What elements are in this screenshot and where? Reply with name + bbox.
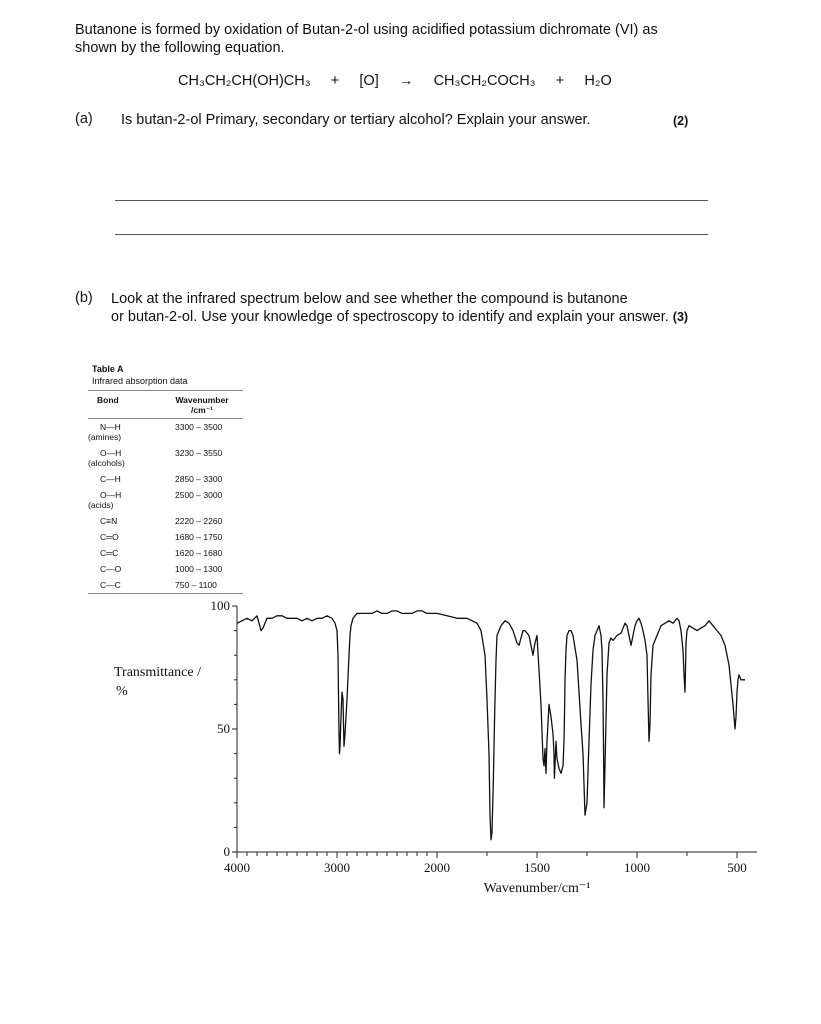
y-axis-label: Transmittance / <box>114 665 201 680</box>
x-tick-label: 1500 <box>524 860 550 875</box>
answer-line-1[interactable] <box>115 200 708 201</box>
bond-cell <box>88 471 161 487</box>
wavenumber-cell: 3300 – 3500 <box>175 422 223 432</box>
plus-sign: + <box>555 73 565 89</box>
y-tick-label: 100 <box>210 598 230 613</box>
y-tick-label: 0 <box>223 844 230 859</box>
x-tick-label: 4000 <box>224 860 250 875</box>
question-b-line-2: or butan-2-ol. Use your knowledge of spectroscopy to identify and explain your answer. <box>111 309 669 325</box>
y-axis-label-unit: % <box>116 684 128 699</box>
table-caption: Infrared absorption data <box>92 376 188 386</box>
wavenumber-cell: 750 – 1100 <box>161 577 243 594</box>
question-b-marks: (3) <box>672 310 689 324</box>
spectrum-line <box>237 611 745 840</box>
intro-line-2: shown by the following equation. <box>75 40 285 56</box>
table-row <box>88 561 243 577</box>
table-title: Table A <box>92 364 124 374</box>
bond-qualifier: (acids) <box>88 500 114 510</box>
question-a-text: Is butan-2-ol Primary, secondary or tertiary alcohol? Explain your answer. <box>121 112 591 128</box>
ir-spectrum-chart <box>0 590 821 910</box>
intro-paragraph <box>75 21 775 57</box>
product-butanone: CH₃CH₂COCH₃ <box>433 73 536 89</box>
table-row <box>88 487 243 513</box>
bond-name: O—H <box>100 448 122 458</box>
bond-name: C—O <box>100 564 122 574</box>
bond-name: N—H <box>100 422 121 432</box>
x-axis-label: Wavenumber/cm⁻¹ <box>483 881 591 896</box>
bond-cell <box>88 529 161 545</box>
question-b-label: (b) <box>75 290 93 306</box>
intro-line-1: Butanone is formed by oxidation of Butan-2-ol using acidified potassium dichromate (VI) as <box>75 22 658 38</box>
bond-cell <box>88 419 161 446</box>
table-row <box>88 513 243 529</box>
ir-absorption-table <box>88 390 243 594</box>
wavenumber-cell: 2850 – 3300 <box>175 474 223 484</box>
bond-cell <box>88 445 161 471</box>
bond-cell <box>88 561 161 577</box>
x-tick-label: 2000 <box>424 860 450 875</box>
question-b-line-1: Look at the infrared spectrum below and see whether the compound is butanone <box>111 291 628 307</box>
bond-qualifier: (amines) <box>88 432 122 442</box>
wavenumber-cell: 1680 – 1750 <box>175 532 223 542</box>
reaction-equation <box>178 73 612 89</box>
bond-name: C≡N <box>100 516 118 526</box>
x-tick-label: 500 <box>727 860 747 875</box>
wavenumber-cell: 2220 – 2260 <box>175 516 223 526</box>
table-row <box>88 445 243 471</box>
table-row <box>88 471 243 487</box>
table-header-wavenumber: Wavenumber /cm⁻¹ <box>161 391 243 419</box>
wavenumber-cell: 3230 – 3550 <box>175 448 223 458</box>
y-tick-label: 50 <box>217 721 230 736</box>
plus-sign: + <box>330 73 340 89</box>
bond-name: O—H <box>100 490 122 500</box>
table-row <box>88 529 243 545</box>
reactant-butan-2-ol: CH₃CH₂CH(OH)CH₃ <box>178 73 311 89</box>
bond-cell <box>88 545 161 561</box>
table-header-bond: Bond <box>88 391 161 419</box>
bond-name: C═C <box>100 548 119 558</box>
wavenumber-cell: 1620 – 1680 <box>175 548 223 558</box>
table-row <box>88 545 243 561</box>
bond-cell <box>88 513 161 529</box>
wavenumber-cell: 1000 – 1300 <box>175 564 223 574</box>
x-tick-label: 3000 <box>324 860 350 875</box>
table-row <box>88 419 243 446</box>
reactant-oxygen: [O] <box>359 73 379 89</box>
question-a-label: (a) <box>75 111 93 127</box>
reaction-arrow: → <box>398 73 414 89</box>
product-water: H₂O <box>584 73 612 89</box>
bond-qualifier: (alcohols) <box>88 458 125 468</box>
question-a-marks: (2) <box>673 114 689 128</box>
question-b-text <box>111 290 761 326</box>
bond-name: C═O <box>100 532 119 542</box>
x-tick-label: 1000 <box>624 860 650 875</box>
bond-name: C—C <box>100 580 121 590</box>
wavenumber-cell: 2500 – 3000 <box>175 490 223 500</box>
bond-name: C—H <box>100 474 121 484</box>
bond-cell <box>88 487 161 513</box>
answer-line-2[interactable] <box>115 234 708 235</box>
